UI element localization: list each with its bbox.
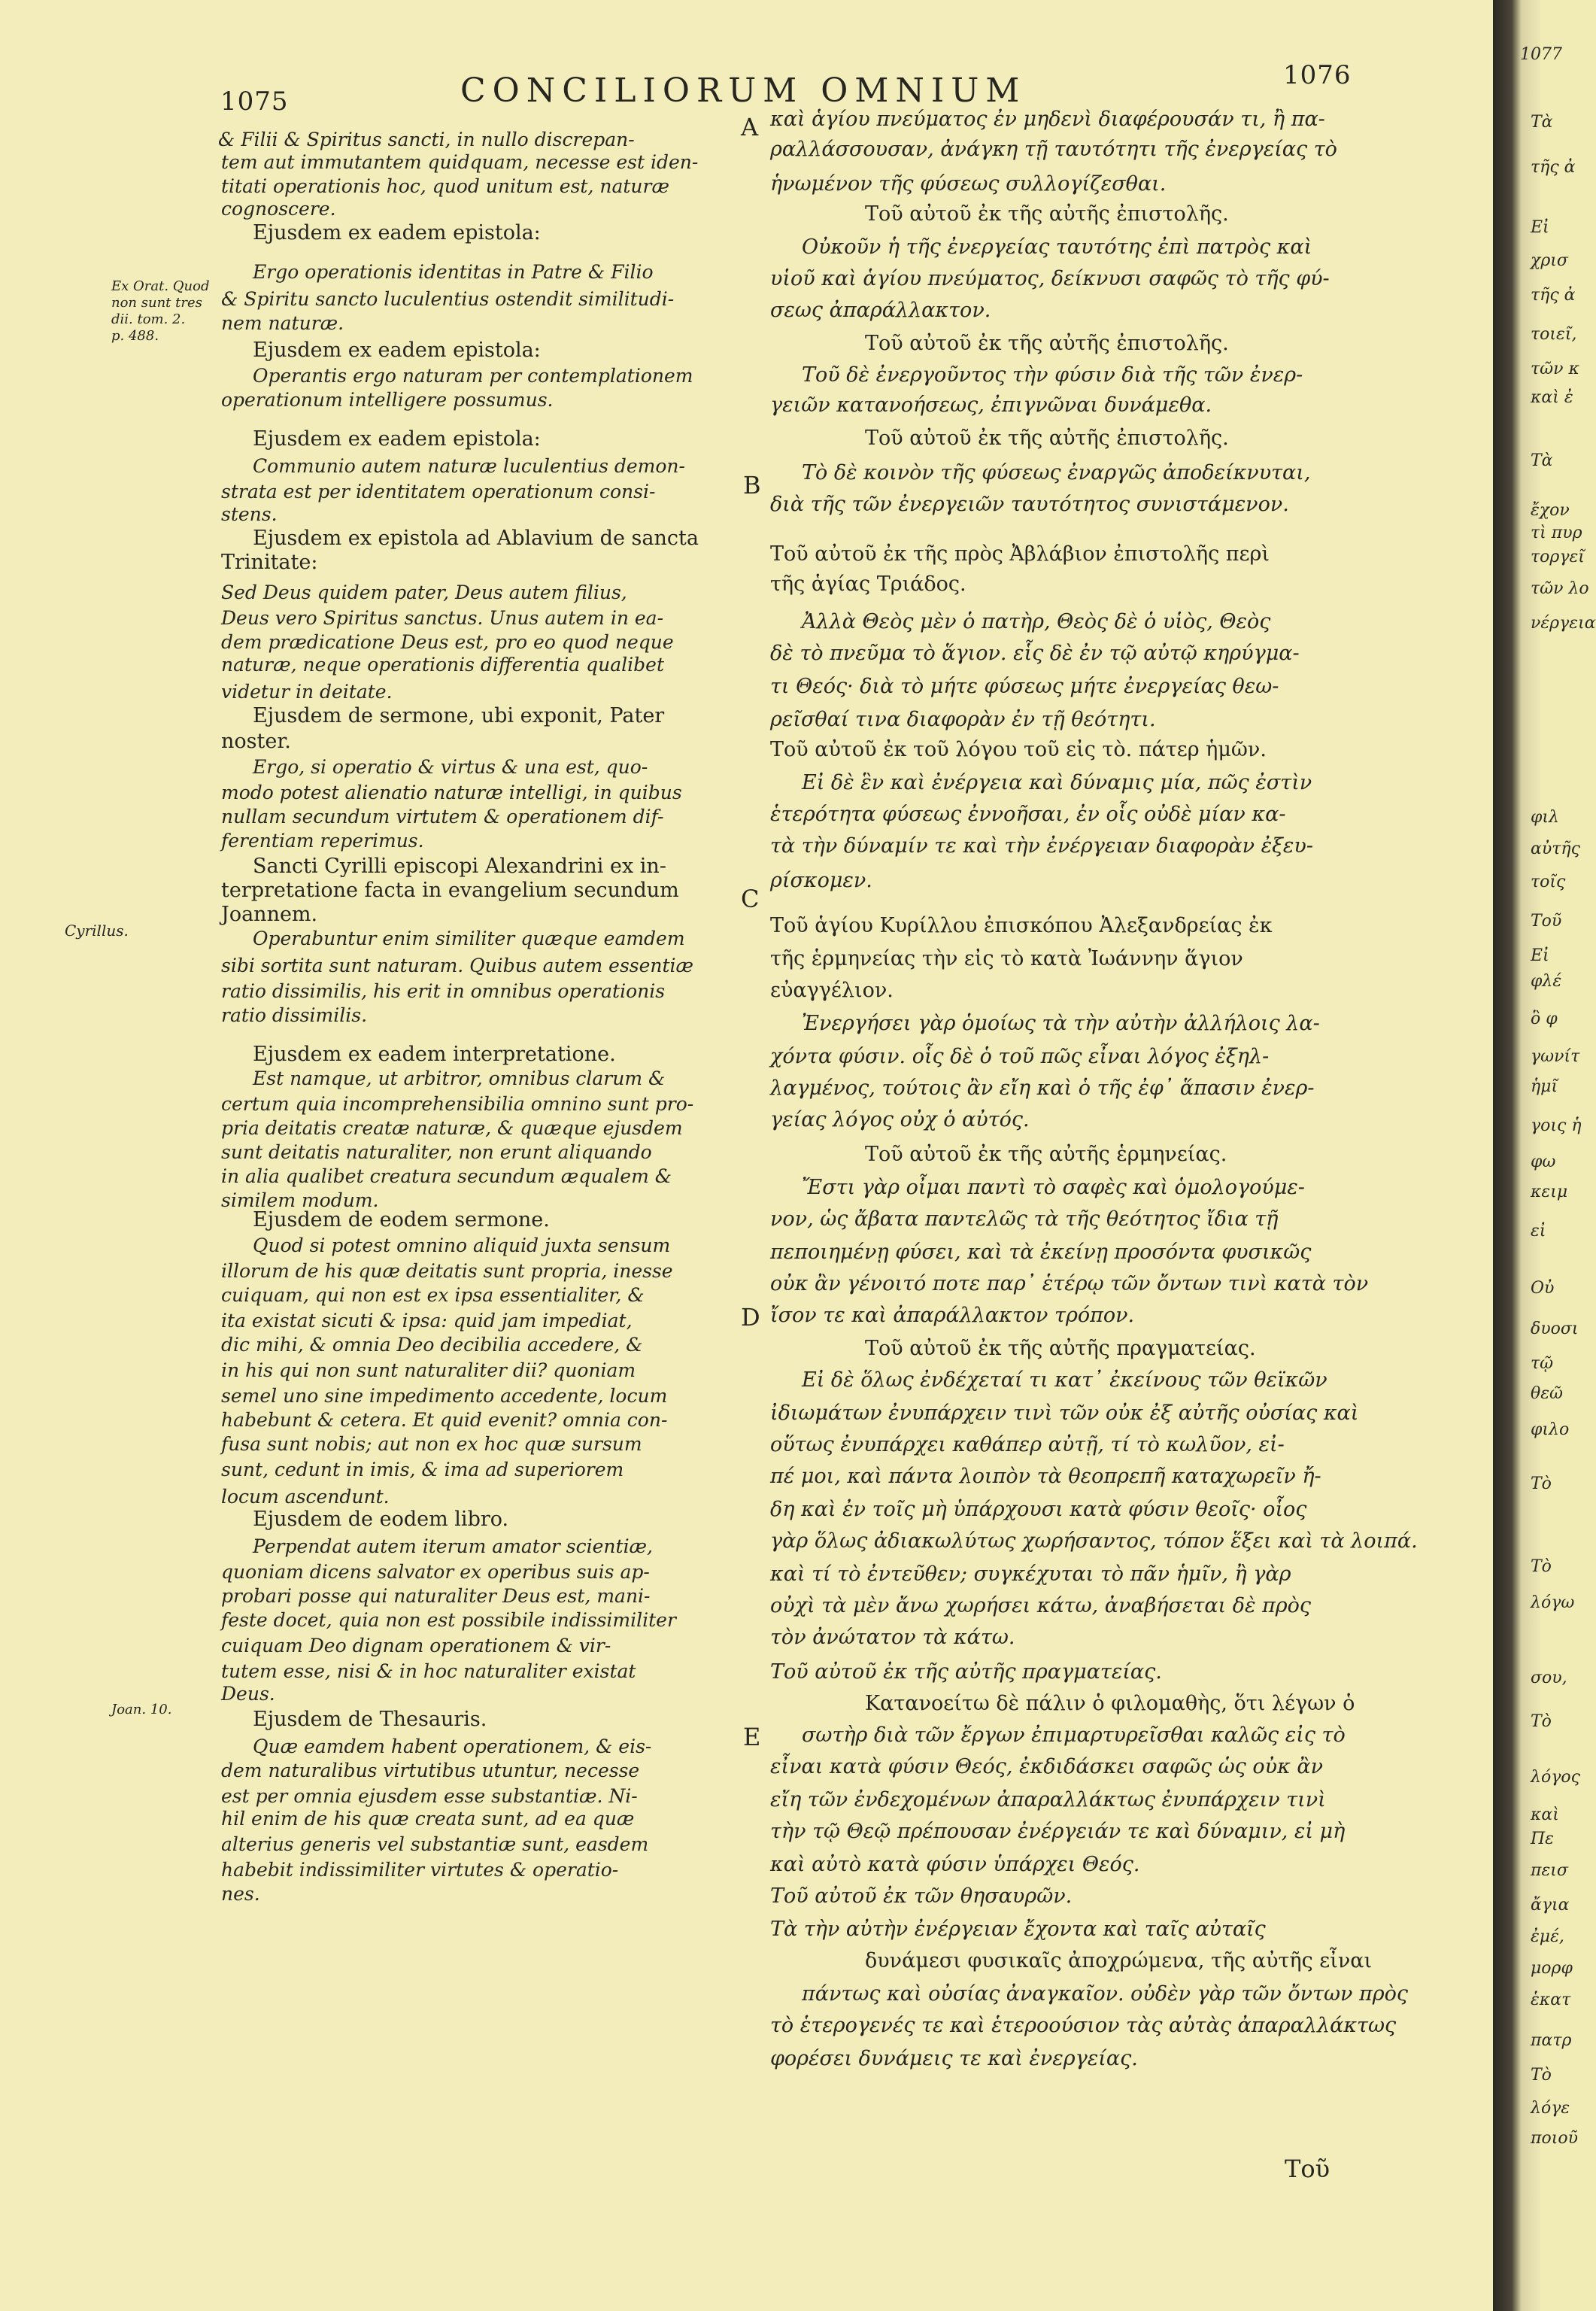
margin-note-line: p. 488. [111,328,159,344]
latin-heading-line: Ejusdem ex eadem epistola: [253,221,541,244]
next-page-fragment: Τοῦ [1531,912,1562,931]
latin-text-line: Ergo operationis identitas in Patre & Filio [253,261,654,283]
next-page-fragment: χρισ [1531,251,1568,270]
greek-text-line: ρεῖσθαί τινα διαφορὰν ἐν τῇ θεότητι. [770,708,1156,731]
latin-text-line: tem aut immutantem quidquam, necesse est iden- [221,151,699,173]
latin-heading-line: Ejusdem de sermone, ubi exponit, Pater [253,704,665,727]
next-page-fragment: ἔχον [1531,501,1570,520]
latin-text-line: ferentiam reperimus. [221,830,424,852]
greek-text-line: Ἀλλὰ Θεὸς μὲν ὁ πατὴρ, Θεὸς δὲ ὁ υἱὸς, Θεὸς [802,610,1271,633]
greek-text-line: τὸν ἀνώτατον τὰ κάτω. [770,1626,1015,1649]
latin-text-line: Perpendat autem iterum amator scientiæ, [253,1535,654,1557]
greek-text-line: υἱοῦ καὶ ἁγίου πνεύματος, δείκνυσι σαφῶς τὸ τῆς φύ- [770,267,1330,290]
greek-text-line: δη καὶ ἐν τοῖς μὴ ὑπάρχουσι κατὰ φύσιν θεοῖς· οἷος [770,1498,1307,1521]
next-page-fragment: λόγω [1531,1593,1575,1612]
latin-text-line: sunt deitatis naturaliter, non erunt aliquando [221,1141,652,1163]
next-page-fragment: Τὸ [1531,1474,1552,1493]
next-page-fragment: σου, [1531,1669,1567,1687]
latin-text-line: in alia qualibet creatura secundum æqualem & [221,1165,672,1187]
greek-text-line: χόντα φύσιν. οἷς δὲ ὁ τοῦ πῶς εἶναι λόγος ἐξηλ- [770,1045,1270,1068]
latin-text-line: & Spiritu sancto luculentius ostendit similitudi- [221,288,675,310]
latin-text-line: habebit indissimiliter virtutes & operatio- [221,1859,619,1881]
margin-letter-e: E [743,1723,761,1751]
greek-text-line: σεως ἀπαράλλακτον. [770,299,991,322]
next-page-fragment: Τὸ [1531,1712,1552,1731]
next-page-fragment: τοργεῖ [1531,548,1585,566]
next-page-edge [1493,0,1596,2311]
latin-text-line: Est namque, ut arbitror, omnibus clarum & [253,1067,666,1089]
next-page-fragment: φιλο [1531,1420,1570,1439]
next-page-fragment: ὃ φ [1531,1010,1558,1028]
latin-text-line: hil enim de his quæ creata sunt, ad ea quæ [221,1808,635,1830]
running-title: CONCILIORUM OMNIUM [460,71,1027,110]
greek-heading-line: Τοῦ αὐτοῦ ἐκ τῆς αὐτῆς ἐπιστολῆς. [865,202,1229,226]
greek-text-line: Τὸ δὲ κοινὸν τῆς φύσεως ἐναργῶς ἀποδείκνυται, [802,461,1311,484]
next-page-fragment: Τὰ [1531,451,1553,470]
next-page-fragment: φλέ [1531,972,1562,991]
next-page-fragment: Πε [1531,1830,1554,1848]
margin-note-line: Ex Orat. Quod [111,278,210,294]
latin-text-line: titati operationis hoc, quod unitum est, naturæ [221,175,669,197]
latin-text-line: cuiquam Deo dignam operationem & vir- [221,1635,611,1657]
latin-text-line: nullam secundum virtutem & operationem dif- [221,806,664,828]
next-page-fragment: τοῖς [1531,873,1566,891]
next-page-fragment: φω [1531,1152,1556,1171]
next-page-fragment: Τὸ [1531,1557,1552,1576]
greek-text-line: τὰ τὴν δύναμίν τε καὶ τὴν ἐνέργειαν διαφορὰν ἐξευ- [770,834,1313,858]
next-page-fragment: ποιοῦ [1531,2129,1578,2148]
latin-text-line: Communio autem naturæ luculentius demon- [253,455,685,477]
greek-text-line: οὕτως ἐνυπάρχει καθάπερ αὐτῇ, τί τὸ κωλῦον, εἰ- [770,1433,1285,1456]
margin-letter-b: B [743,471,761,500]
next-page-fragment: τῆς ἀ [1531,158,1576,177]
greek-column [767,0,1489,2311]
greek-heading-line: Τοῦ αὐτοῦ ἐκ τοῦ λόγου τοῦ εἰς τὸ. πάτερ ἡμῶν. [770,738,1267,761]
latin-text-line: sunt, cedunt in imis, & ima ad superiorem [221,1459,624,1480]
greek-text-line: Τοῦ αὐτοῦ ἐκ τῆς αὐτῆς πραγματείας. [770,1660,1162,1684]
margin-note-line: non sunt tres [111,295,202,311]
greek-text-line: ἰδιωμάτων ἐνυπάρχειν τινὶ τῶν οὐκ ἐξ αὐτῆς οὐσίας καὶ [770,1401,1359,1425]
greek-text-line: σωτὴρ διὰ τῶν ἔργων ἐπιμαρτυρεῖσθαι καλῶς εἰς τὸ [802,1723,1346,1747]
next-page-fragment: ἄγια [1531,1896,1570,1915]
next-page-fragment: λόγος [1531,1768,1580,1787]
greek-text-line: τι Θεός· διὰ τὸ μήτε φύσεως μήτε ἐνεργείας θεω- [770,675,1279,698]
latin-text-line: strata est per identitatem operationum consi- [221,481,656,503]
latin-heading-line: terpretatione facta in evangelium secundum [221,879,679,902]
greek-text-line: Τοῦ δὲ ἐνεργοῦντος τὴν φύσιν διὰ τῆς τῶν ἐνερ- [802,363,1303,387]
next-page-fragment: ἐμέ, [1531,1927,1564,1946]
next-page-fragment: Οὐ [1531,1279,1555,1298]
latin-column [218,0,745,2311]
latin-text-line: Deus vero Spiritus sanctus. Unus autem in ea- [221,607,664,629]
greek-text-line: Εἰ δὲ ὅλως ἐνδέχεταί τι κατ᾽ ἐκείνους τῶν θεϊκῶν [802,1368,1327,1392]
latin-text-line: ratio dissimilis. [221,1004,368,1026]
latin-text-line: sibi sortita sunt naturam. Quibus autem essentiæ [221,955,694,976]
next-page-fragment: κειμ [1531,1183,1568,1201]
greek-heading-line: Τοῦ ἁγίου Κυρίλλου ἐπισκόπου Ἀλεξανδρείας ἐκ [770,914,1273,937]
next-page-fragment: καὶ [1531,1805,1559,1824]
latin-text-line: Operantis ergo naturam per contemplationem [253,365,693,387]
next-page-fragment: αὐτῆς [1531,840,1580,858]
latin-heading-line: Sancti Cyrilli episcopi Alexandrini ex in- [253,855,666,878]
latin-text-line: Ergo, si operatio & virtus & una est, quo- [253,756,648,778]
margin-note-line: dii. tom. 2. [111,311,186,327]
greek-text-line: ἑτερότητα φύσεως ἐννοῆσαι, ἐν οἷς οὐδὲ μίαν κα- [770,803,1286,826]
greek-text-line: διὰ τῆς τῶν ἐνεργειῶν ταυτότητος συνιστάμενον. [770,493,1289,516]
greek-heading-line: Τοῦ αὐτοῦ ἐκ τῆς αὐτῆς ἐπιστολῆς. [865,427,1229,450]
latin-heading-line: Ejusdem de Thesauris. [253,1708,487,1731]
next-page-fragment: τὶ πυρ [1531,524,1582,542]
greek-text-line: εἴη τῶν ἐνδεχομένων ἀπαραλλάκτως ἐνυπάρχειν τινὶ [770,1788,1326,1811]
greek-text-line: νον, ὡς ἄβατα παντελῶς τὰ τῆς θεότητος ἴδια τῇ [770,1207,1279,1231]
next-page-fragment: ἑκατ [1531,1991,1571,2009]
latin-text-line: quoniam dicens salvator ex operibus suis ap- [221,1561,650,1583]
latin-text-line: Deus. [221,1683,275,1705]
next-page-fragment: Εἰ [1531,218,1549,237]
greek-heading-line: τῆς ἁγίας Τριάδος. [770,572,966,596]
next-page-fragment: τῶν κ [1531,360,1579,378]
next-page-fragment: πεισ [1531,1861,1568,1880]
greek-text-line: εἶναι κατὰ φύσιν Θεός, ἐκδιδάσκει σαφῶς ὡς οὐκ ἂν [770,1755,1324,1778]
greek-text-line: Εἰ δὲ ἓν καὶ ἐνέργεια καὶ δύναμις μία, πῶς ἐστὶν [802,771,1312,794]
latin-text-line: fusa sunt nobis; aut non ex hoc quæ sursum [221,1433,642,1455]
latin-text-line: Quæ eamdem habent operationem, & eis- [253,1736,652,1757]
latin-text-line: Sed Deus quidem pater, Deus autem filius, [221,582,627,603]
next-page-fragment: μορφ [1531,1959,1573,1978]
latin-text-line: cuiquam, qui non est ex ipsa essentialiter, & [221,1284,645,1306]
latin-text-line: semel uno sine impedimento accedente, locum [221,1385,668,1407]
latin-text-line: tutem esse, nisi & in hoc naturaliter existat [221,1660,636,1682]
latin-text-line: in his qui non sunt naturaliter dii? quoniam [221,1359,636,1381]
greek-text-line: λαγμένος, τούτοις ἂν εἴη καὶ ὁ τῆς ἐφ᾽ ἅπασιν ἐνερ- [770,1077,1315,1100]
next-page-fragment: τοιεῖ, [1531,325,1577,344]
margin-letter-c: C [741,885,760,913]
greek-heading-line: Τοῦ αὐτοῦ ἐκ τῆς αὐτῆς ἐπιστολῆς. [865,332,1229,355]
greek-text-line: καὶ ἁγίου πνεύματος ἐν μηδενὶ διαφέρουσάν τι, ἢ πα- [770,108,1325,131]
latin-text-line: nes. [221,1883,260,1905]
margin-letter-d: D [741,1303,760,1332]
greek-text-line: δὲ τὸ πνεῦμα τὸ ἅγιον. εἷς δὲ ἐν τῷ αὐτῷ κηρύγμα- [770,642,1300,665]
latin-heading-line: Ejusdem ex eadem epistola: [253,427,541,451]
next-page-fragment: τῆς ἀ [1531,286,1576,305]
latin-heading-line: Ejusdem ex eadem epistola: [253,339,541,362]
greek-text-line: Τοῦ αὐτοῦ ἐκ τῶν θησαυρῶν. [770,1884,1073,1908]
greek-text-line: οὐκ ἂν γένοιτό ποτε παρ᾽ ἑτέρῳ τῶν ὄντων τινὶ κατὰ τὸν [770,1272,1369,1295]
latin-text-line: ratio dissimilis, his erit in omnibus operationis [221,980,666,1002]
margin-note-ex-orat [111,278,210,345]
latin-text-line: alterius generis vel substantiæ sunt, easdem [221,1833,649,1855]
greek-text-line: οὐχὶ τὰ μὲν ἄνω χωρήσει κάτω, ἀναβήσεται δὲ πρὸς [770,1594,1312,1617]
greek-text-line: ἴσον τε καὶ ἀπαράλλακτον τρόπον. [770,1304,1135,1327]
next-page-fragment: δυοσι [1531,1319,1579,1338]
greek-heading-line: εὐαγγέλιον. [770,979,894,1002]
latin-text-line: ita existat sicuti & ipsa: quid jam impediat, [221,1310,633,1332]
greek-text-line: φορέσει δυνάμεις τε καὶ ἐνεργείας. [770,2047,1138,2070]
next-page-fragment: νέργεια [1531,614,1596,633]
greek-heading-line: τῆς ἑρμηνείας τὴν εἰς τὸ κατὰ Ἰωάννην ἅγιον [770,947,1243,970]
latin-text-line: & Filii & Spiritus sancti, in nullo discrepan- [218,129,635,150]
greek-text-line: πεποιημένῃ φύσει, καὶ τὰ ἐκείνῃ προσόντα φυσικῶς [770,1241,1312,1264]
greek-text-line: ραλλάσσουσαν, ἀνάγκη τῇ ταυτότητι τῆς ἐνεργείας τὸ [770,138,1337,161]
next-page-fragment: καὶ ἐ [1531,388,1573,407]
latin-text-line: operationum intelligere possumus. [221,389,554,411]
greek-text-line: πάντως καὶ οὐσίας ἀναγκαῖον. οὐδὲν γὰρ τῶν ὄντων πρὸς [802,1982,1408,2006]
latin-text-line: naturæ, neque operationis differentia qualibet [221,654,665,676]
latin-text-line: est per omnia ejusdem esse substantiæ. Ni- [221,1785,638,1807]
latin-text-line: cognoscere. [221,198,336,220]
greek-text-line: τὸ ἑτερογενές τε καὶ ἑτεροούσιον τὰς αὐτὰς ἀπαραλλάκτως [770,2014,1397,2037]
greek-heading-line: δυνάμεσι φυσικαῖς ἀποχρώμενα, τῆς αὐτῆς εἶναι [865,1949,1373,1972]
greek-text-line: Ἔστι γὰρ οἶμαι παντὶ τὸ σαφὲς καὶ ὁμολογούμε- [802,1176,1305,1199]
latin-heading-line: Ejusdem ex eadem interpretatione. [253,1043,616,1066]
greek-text-line: Τὰ τὴν αὐτὴν ἐνέργειαν ἔχοντα καὶ ταῖς αὐταῖς [770,1918,1266,1941]
next-page-fragment: Εἰ [1531,946,1549,965]
next-page-fragment: γοις ἡ [1531,1116,1582,1135]
latin-heading-line: Joannem. [221,903,318,926]
latin-text-line: dem naturalibus virtutibus utuntur, necesse [221,1760,640,1781]
greek-heading-line: Κατανοείτω δὲ πάλιν ὁ φιλομαθὴς, ὅτι λέγων ὁ [865,1692,1355,1715]
margin-note-cyrillus: Cyrillus. [65,922,129,940]
page-number-left: 1075 [220,87,289,117]
greek-heading-line: Τοῦ αὐτοῦ ἐκ τῆς αὐτῆς πραγματείας. [865,1337,1256,1360]
next-page-fragment: πατρ [1531,2031,1572,2050]
latin-text-line: videtur in deitate. [221,681,393,703]
next-page-fragment: 1077 [1520,45,1562,64]
latin-text-line: similem modum. [221,1189,379,1211]
greek-text-line: καὶ τί τὸ ἐντεῦθεν; συγκέχυται τὸ πᾶν ἡμῖν, ἢ γὰρ [770,1562,1291,1586]
latin-text-line: pria deitatis creatæ naturæ, & quæque ejusdem [221,1117,683,1139]
latin-heading-line: Ejusdem de eodem libro. [253,1508,509,1531]
greek-text-line: ἡνωμένον τῆς φύσεως συλλογίζεσθαι. [770,172,1167,196]
latin-text-line: dem prædicatione Deus est, pro eo quod neque [221,631,674,653]
latin-heading-line: Trinitate: [221,551,318,574]
greek-text-line: γείας λόγος οὐχ ὁ αὐτός. [770,1108,1030,1131]
greek-text-line: Οὐκοῦν ἡ τῆς ἐνεργείας ταυτότης ἐπὶ πατρὸς καὶ [802,235,1312,259]
latin-text-line: habebunt & cetera. Et quid evenit? omnia con- [221,1409,668,1431]
latin-text-line: locum ascendunt. [221,1486,390,1508]
margin-letter-a: A [741,113,759,141]
next-page-fragment: θεῶ [1531,1384,1563,1403]
latin-text-line: nem naturæ. [221,312,344,334]
next-page-fragment: Τὸ [1531,2066,1552,2085]
next-page-fragment: εἰ [1531,1222,1546,1241]
latin-text-line: certum quia incomprehensibilia omnino sunt pro- [221,1093,694,1115]
greek-text-line: ρίσκομεν. [770,869,872,892]
catchword: Τοῦ [1285,2155,1331,2183]
next-page-fragment: τῷ [1531,1354,1554,1373]
next-page-fragment: λόγε [1531,2099,1570,2118]
greek-text-line: Ἐνεργήσει γὰρ ὁμοίως τὰ τὴν αὐτὴν ἀλλήλοις λα- [802,1012,1320,1035]
latin-text-line: Operabuntur enim similiter quæque eamdem [253,928,685,949]
greek-text-line: τὴν τῷ Θεῷ πρέπουσαν ἐνέργειάν τε καὶ δύναμιν, εἰ μὴ [770,1820,1346,1843]
latin-heading-line: Ejusdem de eodem sermone. [253,1208,550,1231]
greek-text-line: καὶ αὐτὸ κατὰ φύσιν ὑπάρχει Θεός. [770,1853,1140,1876]
greek-heading-line: Τοῦ αὐτοῦ ἐκ τῆς πρὸς Ἀβλάβιον ἐπιστολῆς περὶ [770,542,1270,566]
latin-text-line: illorum de his quæ deitatis sunt propria, inesse [221,1260,673,1282]
latin-text-line: modo potest alienatio naturæ intelligi, in quibus [221,782,682,803]
latin-text-line: Quod si potest omnino aliquid juxta sensum [253,1234,671,1256]
latin-text-line: stens. [221,503,278,525]
greek-text-line: πέ μοι, καὶ πάντα λοιπὸν τὰ θεοπρεπῆ καταχωρεῖν ἤ- [770,1465,1321,1488]
next-page-fragment: ἡμῖ [1531,1077,1558,1096]
next-page-fragment: γωνίτ [1531,1047,1580,1066]
greek-text-line: γειῶν κατανοήσεως, ἐπιγνῶναι δυνάμεθα. [770,393,1212,417]
latin-heading-line: noster. [221,730,291,753]
next-page-fragment: Τὰ [1531,113,1553,132]
next-page-fragment: τῶν λο [1531,579,1589,598]
page-number-right: 1076 [1283,60,1352,90]
latin-text-line: probari posse qui naturaliter Deus est, mani- [221,1585,651,1607]
next-page-fragment: φιλ [1531,808,1559,827]
latin-text-line: dic mihi, & omnia Deo decibilia accedere, & [221,1334,643,1356]
latin-text-line: feste docet, quia non est possibile indissimiliter [221,1609,676,1631]
greek-text-line: γὰρ ὅλως ἀδιακωλύτως χωρήσαντος, τόπον ἕξει καὶ τὰ λοιπά. [770,1529,1418,1553]
latin-heading-line: Ejusdem ex epistola ad Ablavium de sancta [253,527,699,550]
margin-note-joan: Joan. 10. [111,1702,172,1717]
greek-heading-line: Τοῦ αὐτοῦ ἐκ τῆς αὐτῆς ἑρμηνείας. [865,1143,1227,1166]
